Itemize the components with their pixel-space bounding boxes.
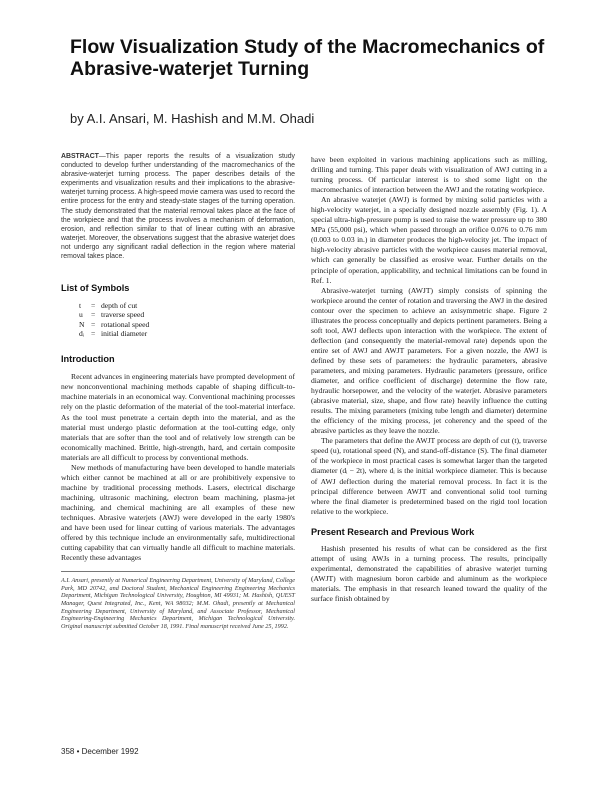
introduction-heading: Introduction xyxy=(61,354,115,365)
symbol-row xyxy=(79,301,295,310)
article-authors: by A.I. Ansari, M. Hashish and M.M. Ohadi xyxy=(70,111,315,126)
symbol: N xyxy=(79,319,85,329)
symbol: u xyxy=(79,310,83,320)
abstract-label: ABSTRACT xyxy=(61,153,99,160)
present-research-paragraph-1: Hashish presented his results of what can be considered as the first attempt of using AWJs in a turning process. The results, principally experimental, demonstrated the capabilities of abrasive waterjet turning (AWJT) with magnesium boron carbide and aluminum as the workpiece materials. The emphasis in that research leaned toward the quality of the surface finish obtained by xyxy=(311,543,547,603)
symbol-equals: = xyxy=(91,329,96,339)
symbol-row xyxy=(79,320,295,329)
left-column xyxy=(61,152,295,630)
symbol-row xyxy=(79,329,295,338)
body-paragraph-3: Abrasive-waterjet turning (AWJT) simply consists of spinning the workpiece around the center of rotation and traversing the AWJ in the desired contour over the specimen to achieve an axisymmetric shape. Figure 2 illustrates the process conceptually and depicts pertinent parameters. Being a soft tool, AWJ deflects upon interaction with the workpiece. The extent of deflection (and consequently the material-removal rate) depends upon the entire set of AWJ and AWJT parameters. For a given nozzle, the AWJ is defined by these sets of parameters: the hydraulic parameters, abrasive parameters, and mixing parameters. Hydraulic parameters (pressure, orifice diameter, and orifice coefficient of discharge) determine the flow rate, hydraulic horsepower, and the velocity of the waterjet. Abrasive parameters (abrasive material, size, shape, and flow rate) heavily influence the cutting results. The mixing parameters (mixing tube length and diameter) determine the efficiency of the mixing process, jet coherency and the speed of the abrasive particles as they leave the nozzle. xyxy=(311,285,547,436)
symbol-row xyxy=(79,310,295,319)
page-footer: 358 • December 1992 xyxy=(61,747,139,756)
abstract xyxy=(61,152,295,261)
author-footnote: A.I. Ansari, presently at Numerical Engineering Department, University of Maryland, College Park, MD 20742, and Doctoral Student, Mechanical Engineering Engineering Mechanics Department, Michigan Technological University, Houghton, MI 49931; M. Hashish, QUEST Manager, Quest Integrated, Inc., Kent, WA 98032; M.M. Ohadi, presently at Mechanical Engineering Department, University of Maryland, and Associate Professor, Mechanical Engineering-Engineering Mechanics Department, Michigan Technological University. Original manuscript submitted October 18, 1991. Final manuscript received June 25, 1992. xyxy=(61,577,295,630)
symbol-meaning: depth of cut xyxy=(101,301,138,311)
symbol-equals: = xyxy=(91,301,96,311)
present-research-heading: Present Research and Previous Work xyxy=(311,526,475,537)
abstract-text: —This paper reports the results of a visualization study conducted to develop further understanding of the macromechanics of the abrasive-waterjet turning process. The paper describes details of the experiments and visualization results and their implications to the abrasive-waterjet turning process. A high-speed movie camera was used to record the entire process for the entry and steady-state stages of the turning operation. The study demonstrated that the material removal takes place at the face of the workpiece and that the process involves a mechanism of deformation, erosion, and reflection similar to that of linear cutting with an abrasive waterjet. Moreover, the observations suggest that the abrasive waterjet does not undergo any significant radial deflection in the region where material removal takes place. xyxy=(61,153,295,261)
symbol-meaning: rotational speed xyxy=(101,319,150,329)
symbol-equals: = xyxy=(91,319,96,329)
body-paragraph-1: have been exploited in various machining applications such as milling, drilling and turning. This paper deals with visualization of AWJ cutting in a turning process. Of particular interest is to shed some light on the macromechanics of interaction between the AWJ and the rotating workpiece. xyxy=(311,155,547,195)
intro-paragraph-1: Recent advances in engineering materials have prompted development of new nonconventional machining methods capable of shaping difficult-to-machine materials in an economical way. Conventional machining processes rely on the plastic deformation of the material of the tool-material interface. As the tool must penetrate a certain depth into the material, and as the material must undergo plastic deformation at the tool-cutting edge, only materials that are softer than the tool and of relatively low strength can be economically machined. Brittle, high-strength, hard, and certain composite materials are all difficult to process by conventional methods. xyxy=(61,372,295,462)
body-paragraph-4: The parameters that define the AWJT process are depth of cut (t), traverse speed (u), rotational speed (N), and stand-off-distance (S). The final diameter of the workpiece in most practical cases is somewhat larger than the targeted diameter (dᵢ − 2t), where dᵢ is the initial workpiece diameter. This is because of AWJ deflection during the material removal process. In fact it is the principal difference between AWJT and conventional solid tool turning where the final diameter is predetermined based on the rigid tool location relative to the workpiece. xyxy=(311,436,547,516)
body-paragraph-2: An abrasive waterjet (AWJ) is formed by mixing solid particles with a high-velocity waterjet, in a specially designed nozzle assembly (Fig. 1). A special ultra-high-pressure pump is used to raise the water pressure up to 380 MPa (55,000 psi), which when passed through an orifice 0.076 to 0.76 mm (0.003 to 0.03 in.) in diameter produces the high-velocity jet. The impact of high-velocity abrasive particles with the workpiece causes material removal, which can generally be classified as erosive wear. Further details on the principle of operation, applicability, and technical limitations can be found in Ref. 1. xyxy=(311,195,547,285)
symbol: t xyxy=(79,301,82,311)
footnote-rule xyxy=(61,571,295,572)
right-column xyxy=(311,155,547,604)
symbols-heading: List of Symbols xyxy=(61,283,130,294)
symbol-equals: = xyxy=(91,310,96,320)
symbols-list xyxy=(79,301,295,338)
symbol-meaning: initial diameter xyxy=(101,329,148,339)
article-title: Flow Visualization Study of the Macromechanics of Abrasive-waterjet Turning xyxy=(70,36,545,80)
symbol-meaning: traverse speed xyxy=(101,310,145,320)
symbol: dᵢ xyxy=(79,329,85,339)
intro-paragraph-2: New methods of manufacturing have been developed to handle materials which either cannot be machined at all or are prohibitively expensive to machine by traditional processing methods. Lasers, electrical discharge machining, ultrasonic machining, electron beam machining, plasma-jet machining, and chemical machining are all examples of these new techniques. Abrasive waterjets (AWJ) were developed in the early 1980's and have been used for linear cutting of various materials. The advantages offered by this technique include an environmentally safe, multidirectional cutting capability that can virtually handle all difficult to machine materials. Recently these advantages xyxy=(61,462,295,563)
